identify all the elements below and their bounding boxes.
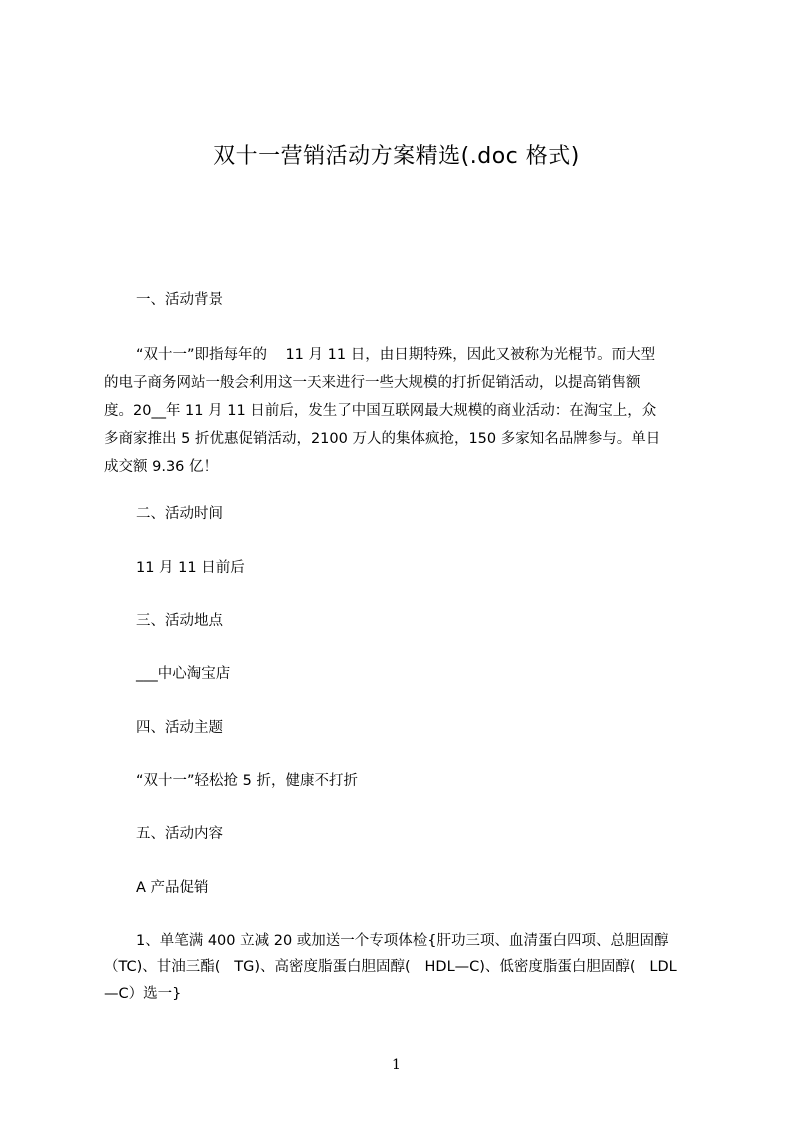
section-heading-theme: 四、活动主题	[136, 720, 223, 736]
document-title: 双十一营销活动方案精选(.doc 格式)	[213, 144, 580, 169]
paragraph-line: 成交额 9.36 亿！	[104, 459, 219, 475]
paragraph-line: 的电子商务网站一般会利用这一天来进行一些大规模的打折促销活动，以提高销售额	[104, 375, 641, 391]
list-item-line: 1、单笔满 400 立减 20 或加送一个专项体检{肝功三项、血清蛋白四项、总胆固醇	[136, 933, 669, 949]
section-body-location: ___中心淘宝店	[136, 666, 231, 682]
paragraph-line: 度。20__年 11 月 11 日前后，发生了中国互联网最大规模的商业活动：在淘宝上，众	[104, 403, 657, 419]
subsection-heading-product: A 产品促销	[136, 880, 209, 896]
paragraph-line: 多商家推出 5 折优惠促销活动，2100 万人的集体疯抢，150 多家知名品牌参与。单日	[104, 431, 661, 447]
section-heading-content: 五、活动内容	[136, 826, 223, 842]
section-heading-background: 一、活动背景	[136, 292, 223, 308]
page-number: 1	[392, 1057, 401, 1073]
section-body-theme: “双十一”轻松抢 5 折，健康不打折	[136, 773, 358, 789]
section-heading-time: 二、活动时间	[136, 506, 223, 522]
paragraph-line: “双十一”即指每年的 11 月 11 日，由日期特殊，因此又被称为光棍节。而大型	[136, 347, 656, 363]
section-body-time: 11 月 11 日前后	[136, 560, 245, 576]
list-item-line: （TC)、甘油三酯( TG)、高密度脂蛋白胆固醇( HDL—C)、低密度脂蛋白胆固醇( LDL	[104, 959, 677, 975]
list-item-line: —C）选一}	[104, 986, 182, 1002]
section-heading-location: 三、活动地点	[136, 613, 223, 629]
